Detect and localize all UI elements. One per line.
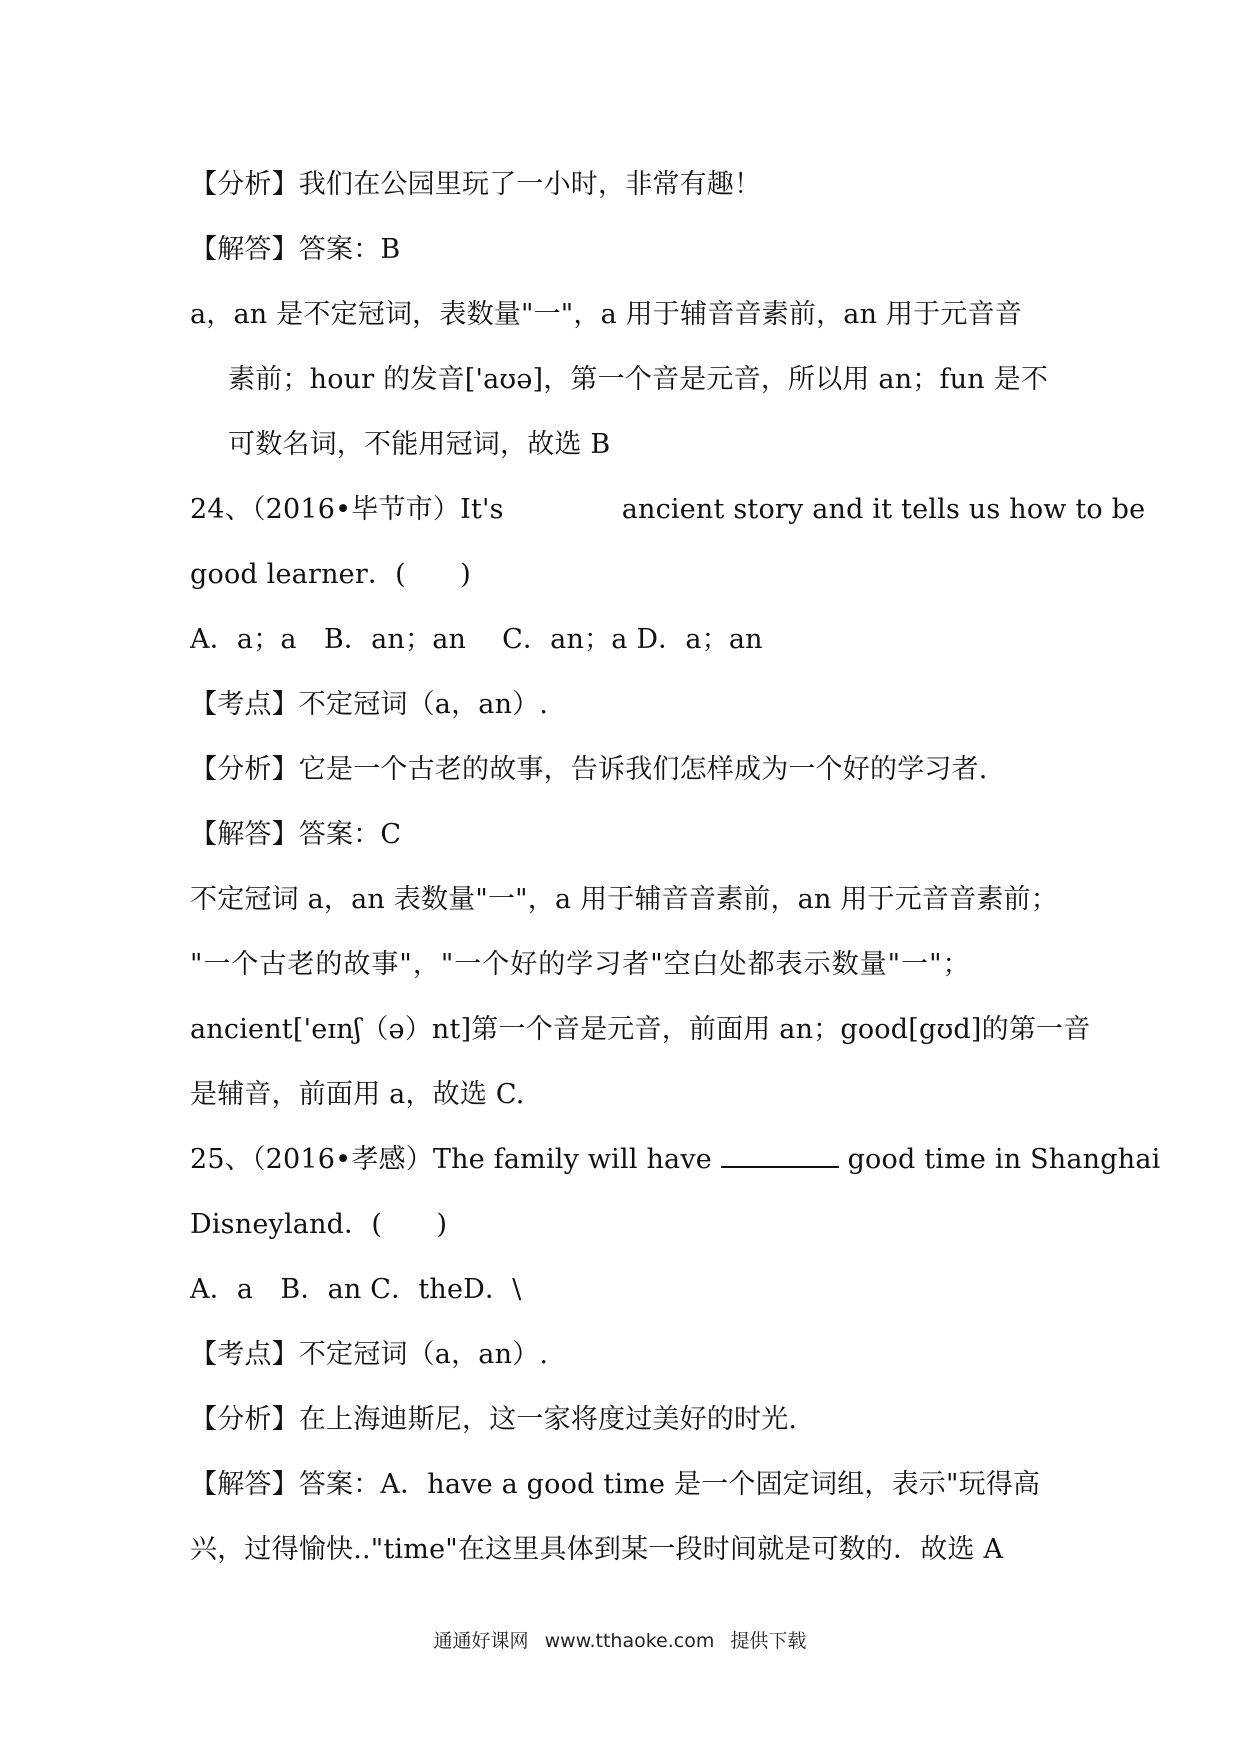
question-24-text-after-blank: ancient story and it tells us how to be [621, 494, 1146, 525]
question-24-topic: 【考点】不定冠词（a，an）. [190, 689, 549, 720]
analysis-line: 【分析】我们在公园里玩了一小时，非常有趣！ [190, 169, 762, 200]
question-24-explanation: 是辅音，前面用 a，故选 C. [190, 1079, 525, 1110]
question-25-topic: 【考点】不定冠词（a，an）. [190, 1339, 549, 1370]
document-body [190, 152, 1161, 1582]
question-24-analysis: 【分析】它是一个古老的故事，告诉我们怎样成为一个好的学习者. [190, 754, 988, 785]
explanation-line: 素前；hour 的发音['aʊə]，第一个音是元音，所以用 an；fun 是不 [228, 364, 1049, 395]
question-25-analysis: 【分析】在上海迪斯尼，这一家将度过美好的时光. [190, 1404, 798, 1435]
question-24-text-before-blank: 24、（2016•毕节市）It's [190, 494, 504, 525]
page-footer [0, 1626, 1240, 1653]
question-24-options: A．a；a B．an；an C．an；a D．a；an [190, 624, 763, 655]
question-25-stem [190, 1127, 1161, 1192]
question-25-text-after-blank: good time in Shanghai [847, 1144, 1161, 1175]
footer-site-name: 通通好课网 [433, 1630, 529, 1652]
question-24-stem [190, 477, 1146, 542]
question-24-answer: 【解答】答案：C [190, 819, 402, 850]
question-24-explanation: ancient['eɪnʃ（ə）nt]第一个音是元音，前面用 an；good[gʊd]的第一音 [190, 1014, 1091, 1045]
answer-line: 【解答】答案：B [190, 234, 401, 265]
footer-url: www.tthaoke.com [544, 1630, 715, 1652]
question-24-stem-continued: good learner．( ) [190, 559, 472, 590]
question-24-explanation: "一个古老的故事"，"一个好的学习者"空白处都表示数量"一"； [190, 949, 971, 980]
question-25-answer: 【解答】答案：A．have a good time 是一个固定词组，表示"玩得高 [190, 1469, 1041, 1500]
explanation-line: 可数名词，不能用冠词，故选 B [228, 429, 611, 460]
question-25-blank [721, 1140, 839, 1168]
explanation-line: a，an 是不定冠词，表数量"一"，a 用于辅音音素前，an 用于元音音 [190, 299, 1022, 330]
question-25-options: A．a B．an C．theD．\ [190, 1274, 522, 1305]
question-25-text-before-blank: 25、（2016•孝感）The family will have [190, 1144, 712, 1175]
footer-download-text: 提供下载 [730, 1630, 807, 1652]
question-25-answer-continued: 兴，过得愉快.."time"在这里具体到某一段时间就是可数的．故选 A [190, 1534, 1004, 1565]
question-24-explanation: 不定冠词 a，an 表数量"一"，a 用于辅音音素前，an 用于元音音素前； [190, 884, 1058, 915]
question-24-blank [504, 496, 622, 526]
question-25-stem-continued: Disneyland．( ) [190, 1209, 448, 1240]
